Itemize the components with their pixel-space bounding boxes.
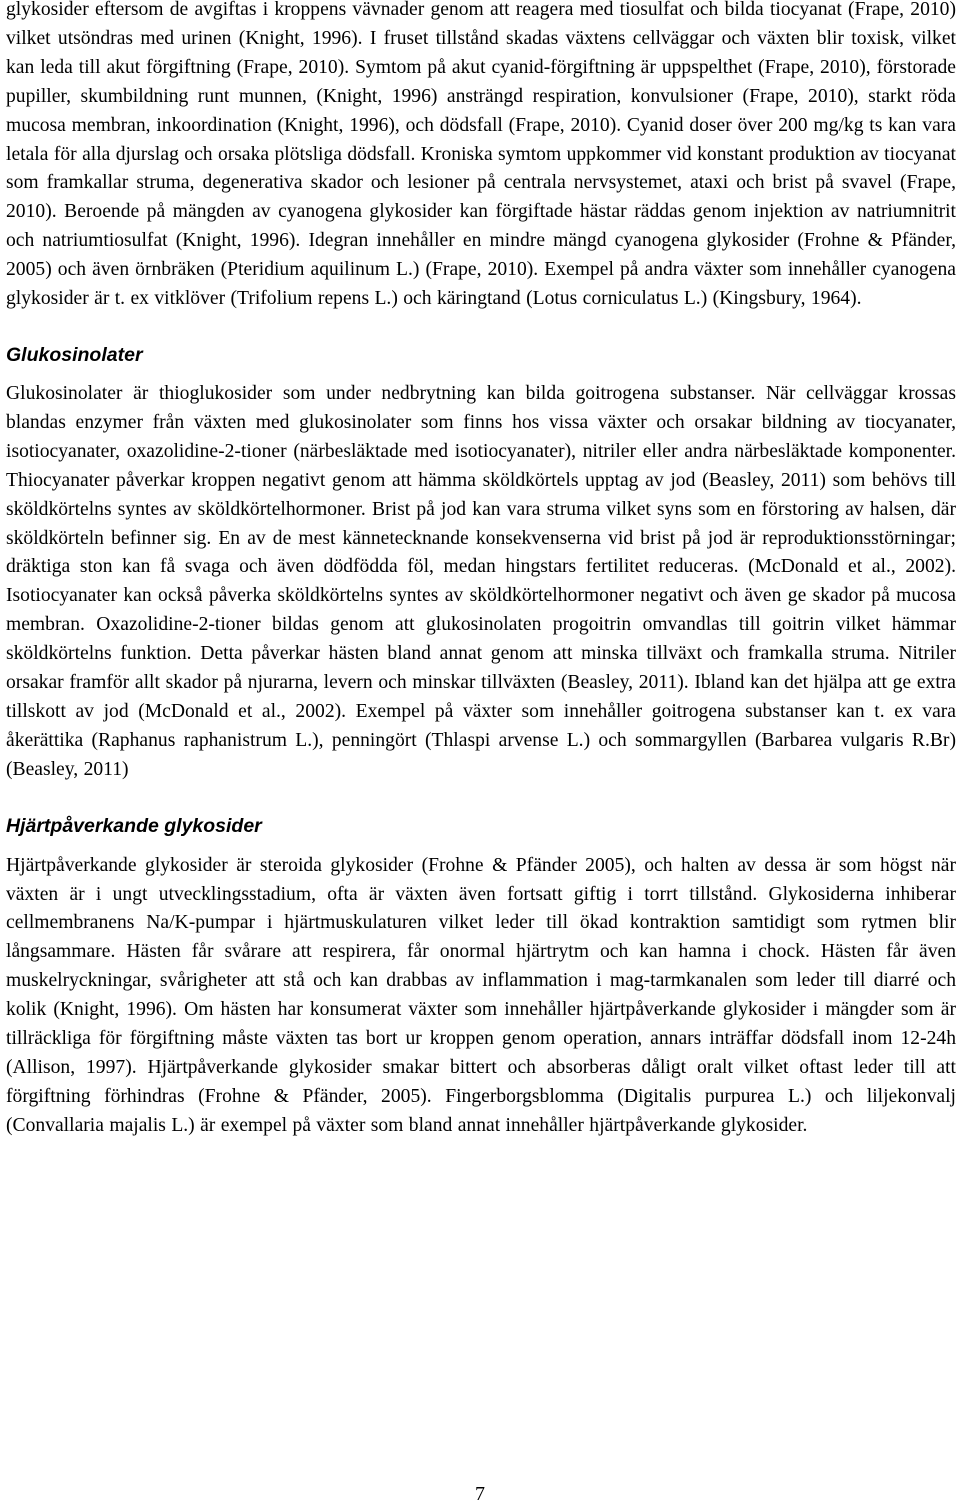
document-page	[6, 0, 956, 1141]
heading-hjartpaverkande-glykosider: Hjärtpåverkande glykosider	[6, 814, 262, 837]
page-number: 7	[475, 1483, 485, 1505]
heading-glukosinolater: Glukosinolater	[6, 343, 143, 366]
paragraph-hjartpaverkande-glykosider: Hjärtpåverkande glykosider är steroida glykosider (Frohne & Pfänder 2005), och halten av dessa är som högst när växten är i ungt utvecklingsstadium, ofta är växten även fortsatt giftig i torrt tillstånd. Glykosiderna inhiberar cellmembranens Na/K-pumpar i hjärtmuskulaturen vilket leder till ökad kontraktion samtidigt som rytmen blir långsammare. Hästen får svårare att respirera, får onormal hjärtrytm och kan hamna i chock. Hästen får även muskelryckningar, svårigheter att stå och kan drabbas av inflammation i mag-tarmkanalen som leder till diarré och kolik (Knight, 1996). Om hästen har konsumerat växter som innehåller hjärtpåverkande glykosider i mängder som är tillräckliga för förgiftning måste växten tas bort ur kroppen genom operation, annars inträffar dödsfall inom 12-24h (Allison, 1997). Hjärtpåverkande glykosider smakar bittert och absorberas dåligt oralt vilket oftast leder till att förgiftning förhindras (Frohne & Pfänder, 2005). Fingerborgsblomma (Digitalis purpurea L.) och liljekonvalj (Convallaria majalis L.) är exempel på växter som bland annat innehåller hjärtpåverkande glykosider.	[6, 854, 956, 1136]
paragraph-glukosinolater: Glukosinolater är thioglukosider som under nedbrytning kan bilda goitrogena substanser. När cellväggar krossas blandas enzymer från växten med glukosinolater som finns hos vissa växter och orsakar bildning av tiocyanater, isotiocyanater, oxazolidine-2-tioner (närbesläktade med isotiocyanater), nitriler eller andra närbesläktade komponenter. Thiocyanater påverkar kroppen negativt genom att hämma sköldkörtels upptag av jod (Beasley, 2011) som behövs till sköldkörtelns syntes av sköldkörtelhormoner. Brist på jod kan vara struma vilket syns som en förstoring av halsen, där sköldkörteln befinner sig. En av de mest kännetecknande konsekvenserna vid brist på jod är reproduktionsstörningar; dräktiga ston kan få svaga och även dödfödda föl, medan hingstars fertilitet reduceras. (McDonald et al., 2002). Isotiocyanater kan också påverka sköldkörtelns syntes av sköldkörtelhormoner negativt och även ge skador på mucosa membran. Oxazolidine-2-tioner bildas genom att glukosinolaten progoitrin omvandlas till goitrin vilket hämmar sköldkörtelns funktion. Detta påverkar hästen bland annat genom att minska tillväxt och framkalla struma. Nitriler orsakar framför allt skador på njurarna, levern och minskar tillväxten (Beasley, 2011). Ibland kan det hjälpa att ge extra tillskott av jod (McDonald et al., 2002). Exempel på växter som innehåller goitrogena substanser kan t. ex vara åkerättika (Raphanus raphanistrum L.), penningört (Thlaspi arvense L.) och sommargyllen (Barbarea vulgaris R.Br) (Beasley, 2011)	[6, 382, 956, 780]
paragraph-cyanogena-glykosider: glykosider eftersom de avgiftas i kroppens vävnader genom att reagera med tiosulfat och bilda tiocyanat (Frape, 2010) vilket utsöndras med urinen (Knight, 1996). I fruset tillstånd skadas växtens cellväggar och växten blir toxisk, vilket kan leda till akut förgiftning (Frape, 2010). Symtom på akut cyanid-förgiftning är uppspelthet (Frape, 2010), förstorade pupiller, skumbildning runt munnen, (Knight, 1996) ansträngd respiration, konvulsioner (Frape, 2010), starkt röda mucosa membran, inkoordination (Knight, 1996), och dödsfall (Frape, 2010). Cyanid doser över 200 mg/kg ts kan vara letala för alla djurslag och orsaka plötsliga dödsfall. Kroniska symtom uppkommer vid konstant produktion av tiocyanat som framkallar struma, degenerativa skador och lesioner på centrala nervsystemet, ataxi och brist på svavel (Frape, 2010). Beroende på mängden av cyanogena glykosider kan förgiftade hästar räddas genom injektion av natriumnitrit och natriumtiosulfat (Knight, 1996). Idegran innehåller en mindre mängd cyanogena glykosider (Frohne & Pfänder, 2005) och även örnbräken (Pteridium aquilinum L.) (Frape, 2010). Exempel på andra växter som innehåller cyanogena glykosider är t. ex vitklöver (Trifolium repens L.) och käringtand (Lotus corniculatus L.) (Kingsbury, 1964).	[6, 0, 956, 310]
